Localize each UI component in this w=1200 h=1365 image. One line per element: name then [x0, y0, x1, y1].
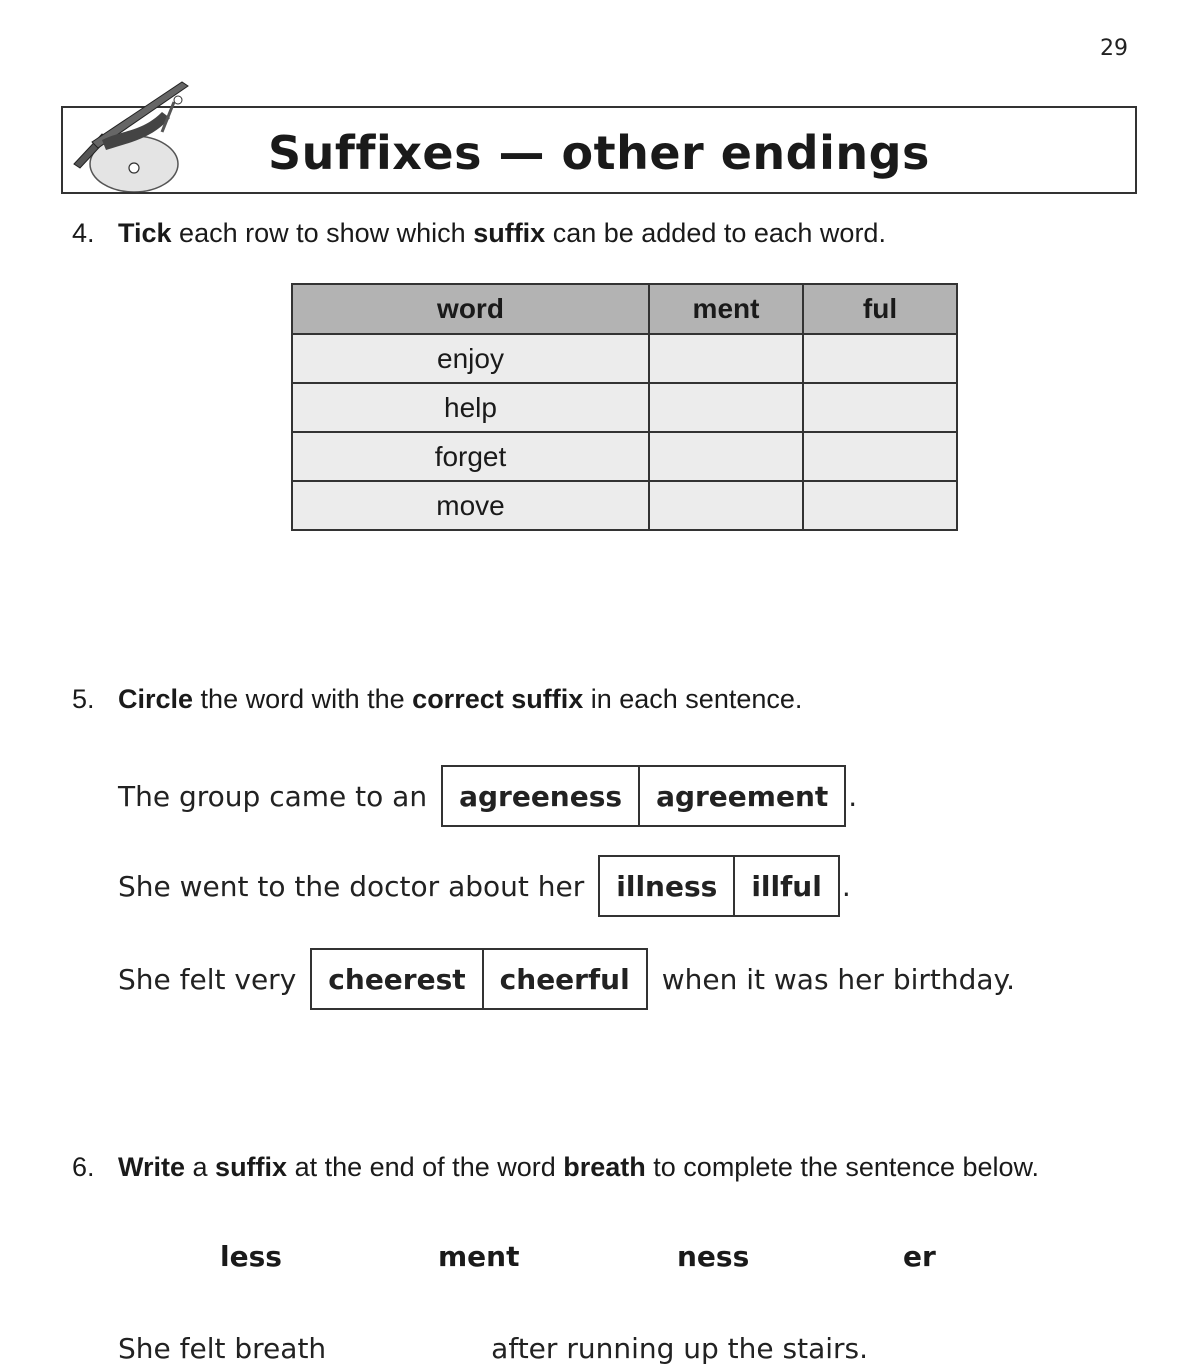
header-word: word — [292, 284, 649, 334]
header-ment: ment — [649, 284, 803, 334]
question-number: 5. — [72, 684, 95, 714]
option-cheerful[interactable]: cheerful — [482, 950, 646, 1008]
tick-cell-ful[interactable] — [803, 334, 957, 383]
suffix-option-ment: ment — [438, 1240, 520, 1273]
option-agreement[interactable]: agreement — [638, 767, 844, 825]
skier-mascot-icon — [62, 72, 202, 192]
option-cheerest[interactable]: cheerest — [328, 962, 466, 996]
tick-cell-ment[interactable] — [649, 432, 803, 481]
option-illness[interactable]: illness — [616, 869, 718, 903]
word-cell: move — [292, 481, 649, 530]
instruction-text: each row to show which — [171, 218, 474, 248]
header-ful: ful — [803, 284, 957, 334]
tick-cell-ment[interactable] — [649, 383, 803, 432]
instruction-text: in each sentence. — [583, 684, 803, 714]
instruction-bold: Write — [118, 1152, 186, 1182]
table-row — [292, 481, 957, 530]
choice-box — [598, 855, 840, 917]
question-6-instruction — [72, 1152, 1039, 1183]
sentence-start: She felt breath — [118, 1332, 327, 1365]
word-cell: enjoy — [292, 334, 649, 383]
sentence-end: when it was her birthday. — [661, 962, 1016, 996]
option-illful[interactable]: illful — [733, 857, 838, 915]
instruction-bold: suffix — [215, 1152, 288, 1182]
page-number: 29 — [1100, 36, 1128, 61]
choice-box — [310, 948, 647, 1010]
answer-sentence — [118, 1332, 868, 1365]
sentence-end: after running up the stairs. — [491, 1332, 869, 1365]
instruction-text: at the end of the word — [287, 1152, 564, 1182]
table-row — [292, 334, 957, 383]
sentence-text: She went to the doctor about her — [118, 869, 585, 903]
question-5-instruction — [72, 684, 802, 715]
tick-cell-ful[interactable] — [803, 383, 957, 432]
sentence-text: The group came to an — [118, 779, 428, 813]
suffix-option-er: er — [903, 1240, 936, 1273]
tick-cell-ful[interactable] — [803, 432, 957, 481]
table-row — [292, 383, 957, 432]
sentence-2 — [118, 855, 851, 917]
sentence-1 — [118, 765, 857, 827]
question-number: 4. — [72, 218, 95, 248]
sentence-end: . — [841, 869, 851, 903]
option-agreeness[interactable]: agreeness — [459, 779, 623, 813]
suffix-tick-table — [291, 283, 958, 531]
tick-cell-ment[interactable] — [649, 334, 803, 383]
instruction-bold: Circle — [118, 684, 194, 714]
instruction-bold: breath — [563, 1152, 646, 1182]
instruction-bold: correct suffix — [412, 684, 584, 714]
title-banner — [61, 106, 1137, 194]
suffix-option-less: less — [220, 1240, 282, 1273]
suffix-option-ness: ness — [677, 1240, 750, 1273]
instruction-text: a — [185, 1152, 216, 1182]
instruction-text: to complete the sentence below. — [645, 1152, 1040, 1182]
sentence-text: She felt very — [118, 962, 297, 996]
instruction-text: the word with the — [193, 684, 413, 714]
word-cell: help — [292, 383, 649, 432]
word-cell: forget — [292, 432, 649, 481]
table-row — [292, 432, 957, 481]
page-title: Suffixes — other endings — [268, 126, 930, 180]
tick-cell-ment[interactable] — [649, 481, 803, 530]
instruction-text: can be added to each word. — [545, 218, 886, 248]
tick-cell-ful[interactable] — [803, 481, 957, 530]
sentence-3 — [118, 948, 1015, 1010]
question-number: 6. — [72, 1152, 95, 1182]
instruction-bold: suffix — [473, 218, 546, 248]
choice-box — [441, 765, 846, 827]
sentence-end: . — [848, 779, 858, 813]
question-4-instruction — [72, 218, 886, 249]
instruction-bold: Tick — [118, 218, 172, 248]
